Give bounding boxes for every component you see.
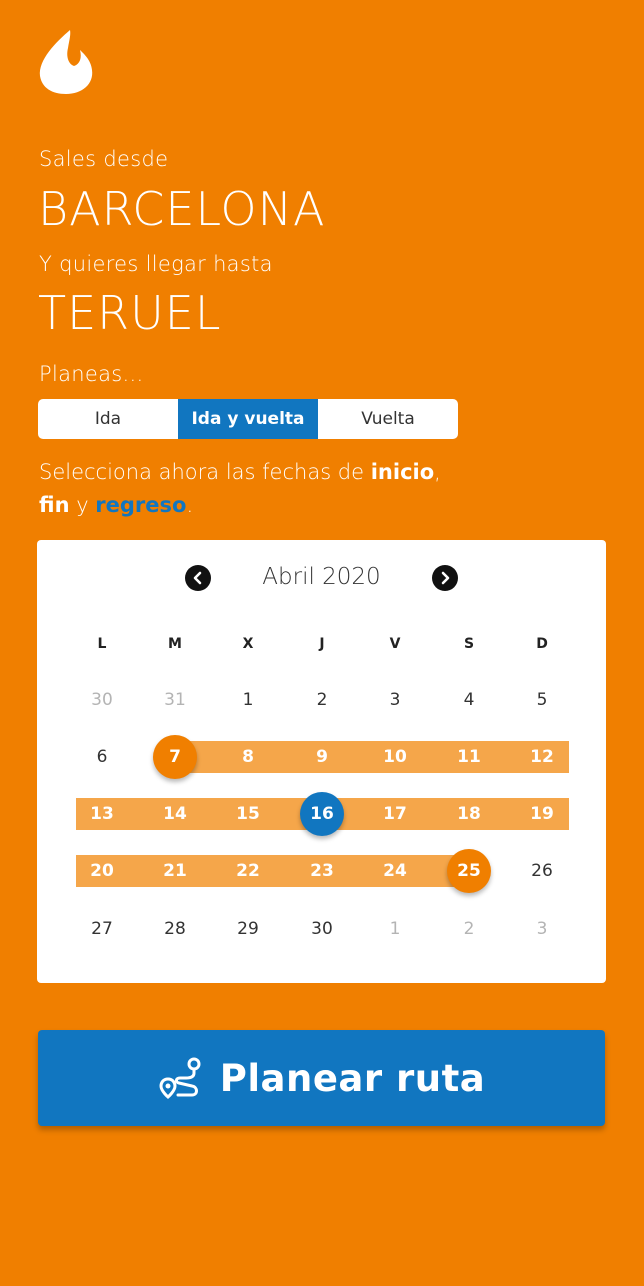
instructions-period: . bbox=[186, 493, 194, 517]
origin-label: Sales desde bbox=[39, 147, 169, 171]
flame-logo-icon bbox=[36, 28, 96, 96]
instructions-start-word: inicio bbox=[370, 460, 435, 484]
instructions-text: Selecciona ahora las fechas de bbox=[39, 460, 371, 484]
destination-label: Y quieres llegar hasta bbox=[39, 252, 273, 276]
weekday-label: L bbox=[97, 636, 107, 652]
calendar-day[interactable]: 1 bbox=[389, 919, 401, 939]
trip-type-selector bbox=[38, 399, 458, 439]
weekday-label: M bbox=[168, 636, 182, 652]
calendar-day[interactable]: 5 bbox=[536, 690, 548, 710]
calendar-day[interactable]: 2 bbox=[316, 690, 328, 710]
weekday-label: V bbox=[389, 636, 401, 652]
weekday-label: S bbox=[463, 636, 475, 652]
weekday-label: J bbox=[319, 636, 325, 652]
weekday-label: D bbox=[536, 636, 548, 652]
calendar-day[interactable]: 8 bbox=[242, 747, 254, 767]
calendar-day[interactable]: 28 bbox=[164, 919, 186, 939]
instructions-connector: y bbox=[69, 493, 96, 517]
chevron-right-icon bbox=[438, 571, 452, 585]
calendar-day[interactable]: 25 bbox=[447, 849, 491, 893]
calendar-day[interactable]: 7 bbox=[153, 735, 197, 779]
calendar-day[interactable]: 13 bbox=[90, 804, 114, 824]
calendar-day[interactable]: 9 bbox=[316, 747, 328, 767]
date-instructions bbox=[39, 456, 619, 522]
instructions-comma: , bbox=[434, 460, 441, 484]
trip-type-round-trip[interactable]: Ida y vuelta bbox=[178, 399, 318, 439]
trip-type-return[interactable]: Vuelta bbox=[361, 409, 415, 429]
destination-city[interactable]: TERUEL bbox=[38, 286, 222, 340]
calendar-day[interactable]: 21 bbox=[163, 861, 187, 881]
plan-route-label: Planear ruta bbox=[219, 1056, 486, 1100]
instructions-end-word: fin bbox=[39, 493, 70, 517]
instructions-return-word: regreso bbox=[95, 493, 187, 517]
calendar-day[interactable]: 19 bbox=[530, 804, 554, 824]
plan-route-button[interactable] bbox=[38, 1030, 605, 1126]
calendar-day[interactable]: 18 bbox=[457, 804, 481, 824]
trip-type-one-way[interactable]: Ida bbox=[94, 409, 122, 429]
route-icon bbox=[158, 1055, 204, 1101]
calendar-day[interactable]: 2 bbox=[463, 919, 475, 939]
calendar-day[interactable]: 14 bbox=[163, 804, 187, 824]
calendar-header bbox=[37, 562, 606, 594]
calendar-day[interactable]: 3 bbox=[389, 690, 401, 710]
calendar-day[interactable]: 11 bbox=[457, 747, 481, 767]
calendar bbox=[37, 540, 606, 983]
calendar-day[interactable]: 23 bbox=[310, 861, 334, 881]
calendar-day[interactable]: 27 bbox=[91, 919, 113, 939]
calendar-day[interactable]: 6 bbox=[96, 747, 108, 767]
calendar-day[interactable]: 31 bbox=[164, 690, 186, 710]
calendar-day[interactable]: 30 bbox=[91, 690, 113, 710]
calendar-day[interactable]: 3 bbox=[536, 919, 548, 939]
calendar-day[interactable]: 26 bbox=[531, 861, 553, 881]
calendar-day[interactable]: 30 bbox=[311, 919, 333, 939]
calendar-day[interactable]: 4 bbox=[463, 690, 475, 710]
calendar-day[interactable]: 12 bbox=[530, 747, 554, 767]
weekday-label: X bbox=[242, 636, 254, 652]
calendar-day[interactable]: 10 bbox=[383, 747, 407, 767]
calendar-day[interactable]: 22 bbox=[236, 861, 260, 881]
calendar-day[interactable]: 20 bbox=[90, 861, 114, 881]
next-month-button[interactable] bbox=[432, 565, 458, 591]
calendar-day[interactable]: 1 bbox=[242, 690, 254, 710]
calendar-day[interactable]: 24 bbox=[383, 861, 407, 881]
plan-label: Planeas... bbox=[39, 362, 144, 386]
calendar-day[interactable]: 16 bbox=[300, 792, 344, 836]
origin-city[interactable]: BARCELONA bbox=[38, 182, 326, 236]
calendar-day[interactable]: 17 bbox=[383, 804, 407, 824]
calendar-day[interactable]: 15 bbox=[236, 804, 260, 824]
calendar-day[interactable]: 29 bbox=[237, 919, 259, 939]
month-title: Abril 2020 bbox=[262, 564, 381, 590]
